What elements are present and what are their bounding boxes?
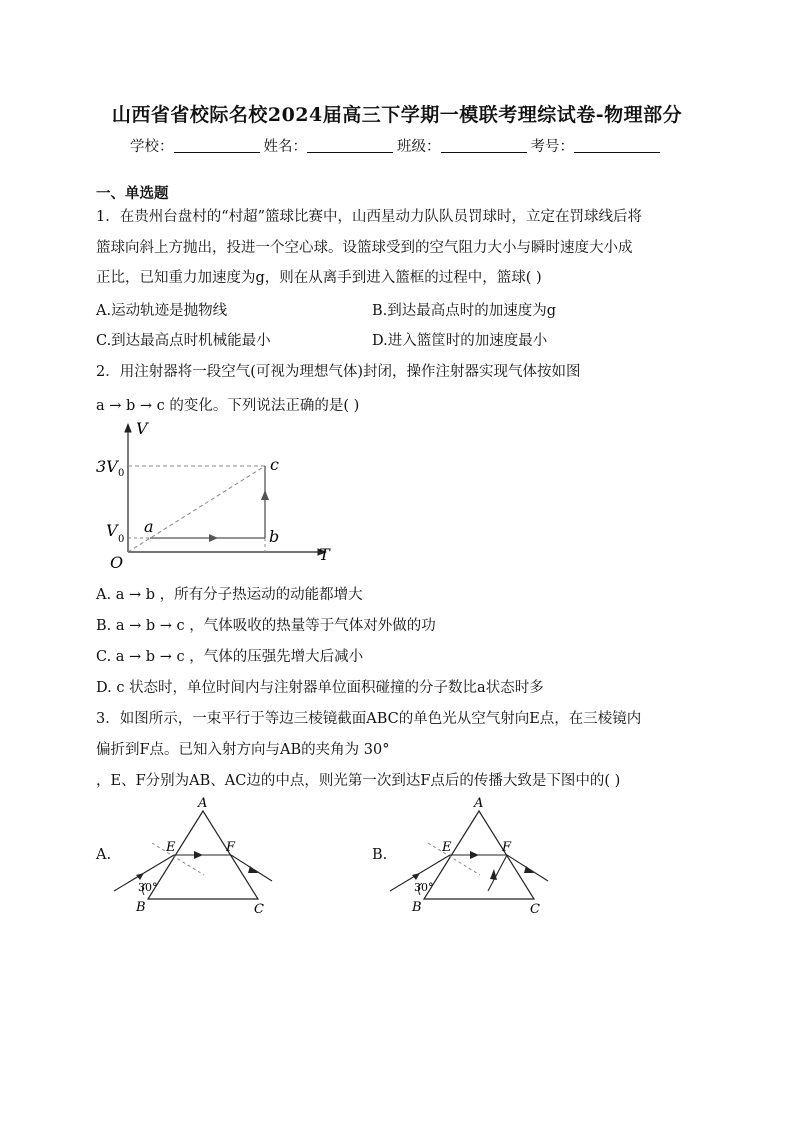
prism-figure-b[interactable]: [384, 795, 554, 915]
point-e: E: [166, 840, 176, 855]
q2-option-b[interactable]: B. a → b → c ，气体吸收的热量等于气体对外做的功: [96, 618, 436, 634]
normal-dashed: [152, 843, 204, 875]
v-axis-label: V: [136, 419, 148, 438]
label-v0: V: [106, 521, 118, 540]
angle-label: 30°: [414, 881, 434, 894]
q1-option-d[interactable]: D.进入篮筐时的加速度最小: [372, 333, 548, 349]
origin-label: O: [110, 553, 124, 572]
prism-figure-a[interactable]: [108, 795, 278, 915]
vertex-b: B: [412, 900, 422, 915]
name-blank[interactable]: [307, 138, 393, 153]
q2-line2: a → b → c 的变化。下列说法正确的是( ): [96, 398, 360, 414]
q1-line3: 正比，已知重力加速度为g，则在从离手到进入篮框的过程中，篮球( ): [96, 270, 542, 286]
q2-option-a[interactable]: A. a → b ，所有分子热运动的动能都增大: [96, 587, 363, 603]
label-3v0-sub: 0: [118, 468, 125, 479]
class-blank[interactable]: [441, 138, 527, 153]
v-t-graph: [90, 418, 350, 578]
point-f: F: [502, 840, 512, 855]
point-f: F: [226, 840, 236, 855]
vertex-a: A: [474, 796, 484, 811]
refracted-arrow: [194, 851, 203, 859]
vertex-c: C: [254, 902, 264, 915]
school-label: 学校：: [130, 139, 174, 155]
arrow-a-b: [209, 534, 218, 542]
refracted-arrow: [470, 851, 479, 859]
point-c-label: c: [270, 455, 279, 474]
q3-line3: ，E、F分别为AB、AC边的中点，则光第一次到达F点后的传播大致是下图中的( ): [96, 773, 621, 789]
vertex-c: C: [530, 902, 540, 915]
q1-option-c[interactable]: C.到达最高点时机械能最小: [96, 333, 271, 349]
label-v0-sub: 0: [118, 534, 125, 545]
q1-option-b[interactable]: B.到达最高点时的加速度为g: [372, 303, 557, 319]
label-3v0: 3V: [96, 457, 118, 476]
normal-dashed: [428, 843, 480, 875]
school-blank[interactable]: [174, 138, 260, 153]
incident-arrow: [412, 873, 420, 880]
q1-option-a[interactable]: A.运动轨迹是抛物线: [96, 303, 228, 319]
dashed-diagonal: [128, 466, 265, 552]
number-blank[interactable]: [574, 138, 660, 153]
q3-option-b-label[interactable]: B.: [372, 847, 388, 863]
q1-line1: 1．在贵州台盘村的“村超”篮球比赛中，山西星动力队队员罚球时，立定在罚球线后将: [96, 209, 643, 225]
point-a-label: a: [144, 517, 154, 536]
angle-label: 30°: [138, 881, 158, 894]
class-label: 班级：: [397, 139, 441, 155]
student-info-line: [0, 135, 794, 156]
q3-line1: 3．如图所示，一束平行于等边三棱镜截面ABC的单色光从空气射向E点，在三棱镜内: [96, 711, 642, 727]
name-label: 姓名：: [263, 139, 307, 155]
q2-option-c[interactable]: C. a → b → c ，气体的压强先增大后减小: [96, 649, 364, 665]
point-e: E: [442, 840, 452, 855]
q3-line2: 偏折到F点。已知入射方向与AB的夹角为 30°: [96, 742, 390, 758]
section-heading: 一、单选题: [96, 185, 169, 202]
vertex-a: A: [198, 796, 208, 811]
reflected-ray: [488, 855, 507, 891]
point-b-label: b: [269, 527, 280, 546]
q2-line1: 2．用注射器将一段空气(可视为理想气体)封闭，操作注射器实现气体按如图: [96, 364, 581, 380]
arrow-b-c: [261, 490, 269, 500]
number-label: 考号：: [530, 139, 574, 155]
t-axis-label: T: [319, 545, 330, 564]
reflected-arrow: [490, 869, 497, 880]
q2-option-d[interactable]: D. c 状态时，单位时间内与注射器单位面积碰撞的分子数比a状态时多: [96, 680, 544, 696]
q1-line2: 篮球向斜上方抛出，投进一个空心球。设篮球受到的空气阻力大小与瞬时速度大小成: [96, 240, 633, 256]
vertex-b: B: [136, 900, 146, 915]
page-title: 山西省省校际名校2024届高三下学期一模联考理综试卷-物理部分: [111, 104, 683, 126]
q3-option-a-label[interactable]: A.: [96, 847, 112, 863]
